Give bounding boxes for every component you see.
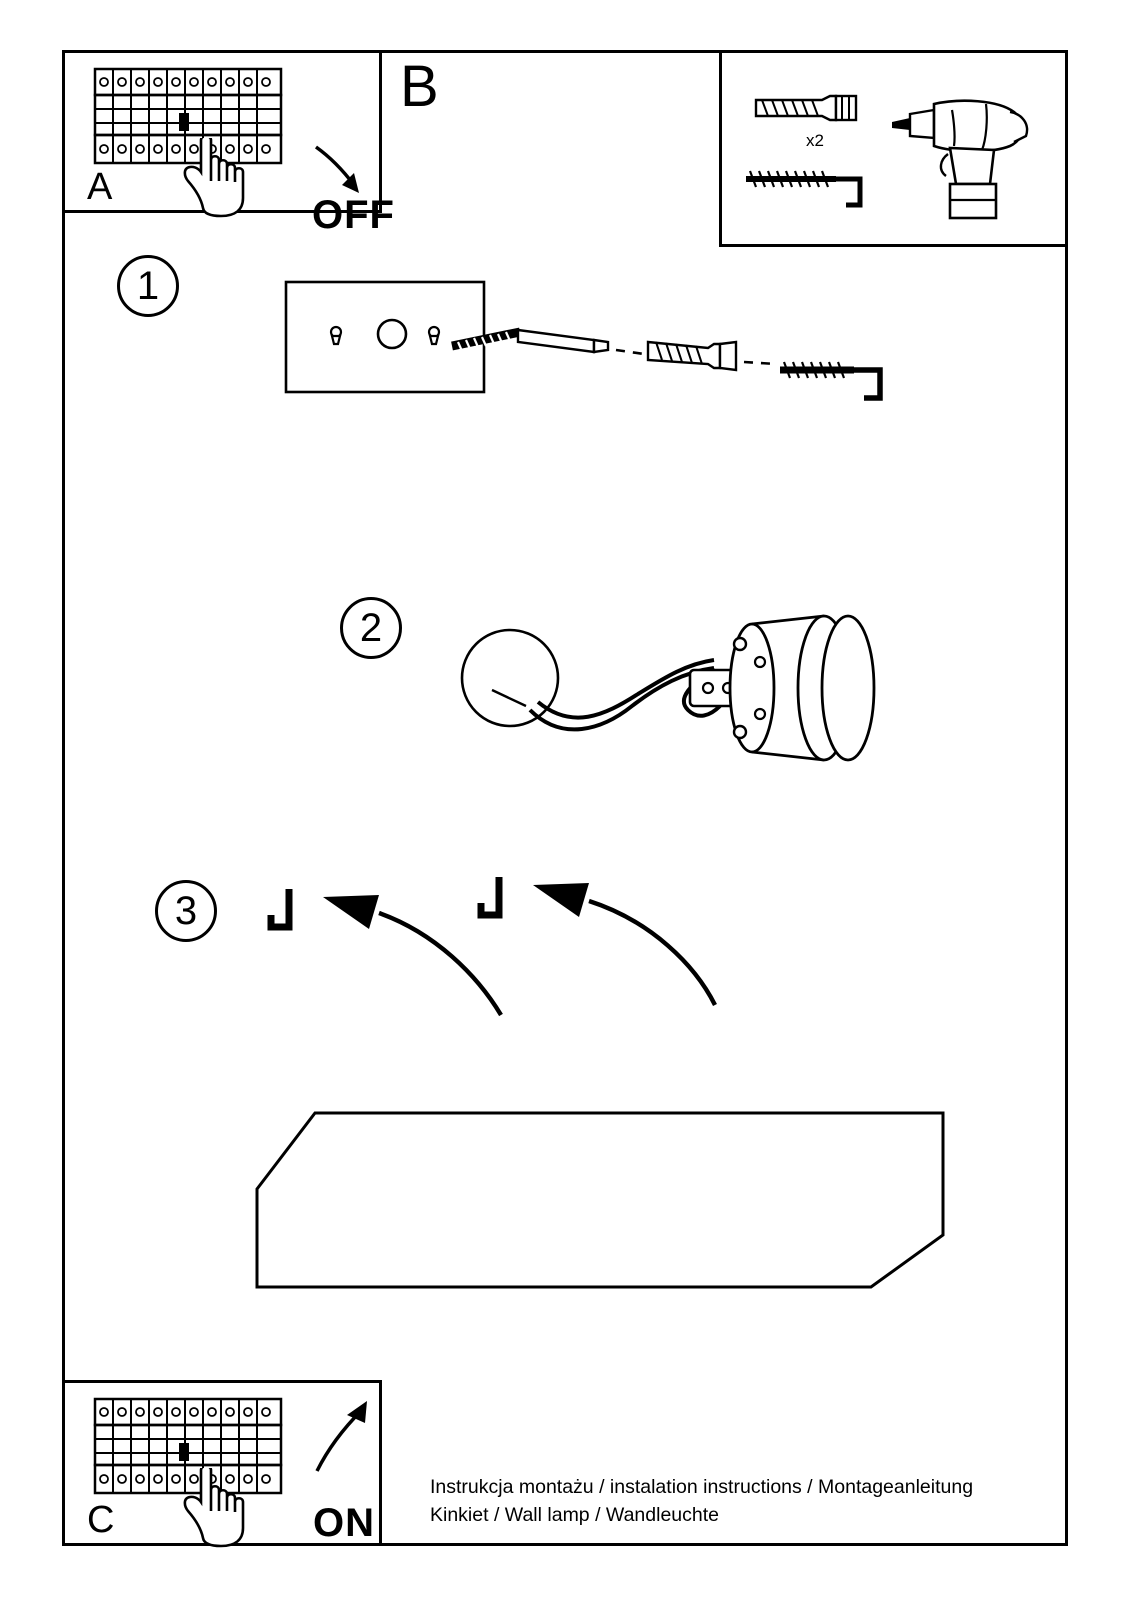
- caption-line-2: Kinkiet / Wall lamp / Wandleuchte: [430, 1504, 720, 1526]
- off-label: OFF: [312, 193, 395, 237]
- wall-plug-quantity: x2: [806, 131, 824, 150]
- wall-lamp-shade-icon: [243, 1105, 953, 1295]
- panel-b-letter: B: [400, 54, 439, 119]
- step-2-illustration: [452, 610, 922, 790]
- sheet-border: [62, 50, 1068, 1546]
- step-number-3: 3: [155, 880, 217, 942]
- step-1-illustration: [284, 280, 904, 420]
- hook-screw-icon: [740, 153, 890, 213]
- curved-arrow-icon: [533, 883, 715, 1005]
- caption-line-1: Instrukcja montażu / instalation instructions / Montageanleitung: [430, 1476, 974, 1498]
- panel-c: [62, 1380, 382, 1546]
- panel-tools: [719, 50, 1068, 247]
- curved-arrow-icon: [323, 895, 501, 1015]
- panel-a: [62, 50, 395, 237]
- step-3-illustration: [255, 855, 775, 1045]
- center-hole-icon: [378, 320, 406, 348]
- step-number-1: 1: [117, 255, 179, 317]
- step-number-2: 2: [340, 597, 402, 659]
- bulb-icon: [462, 630, 558, 726]
- on-label: ON: [313, 1501, 375, 1545]
- keyhole-right: [429, 327, 439, 344]
- hook-screw-icon: [271, 889, 289, 927]
- hand-pointing-icon: [173, 138, 259, 218]
- panel-c-letter: C: [87, 1499, 115, 1541]
- hand-pointing-icon: [173, 1468, 259, 1548]
- keyhole-left: [331, 327, 341, 344]
- cordless-drill-icon: [890, 88, 1050, 228]
- arrow-up-right-icon: [305, 1397, 375, 1477]
- hook-screw-icon: [481, 877, 499, 915]
- wall-plug-icon: [752, 88, 862, 128]
- panel-a-letter: A: [87, 166, 113, 208]
- wall-plug-icon: [648, 342, 736, 370]
- hook-screw-icon: [780, 362, 880, 398]
- lamp-base-icon: [730, 616, 874, 760]
